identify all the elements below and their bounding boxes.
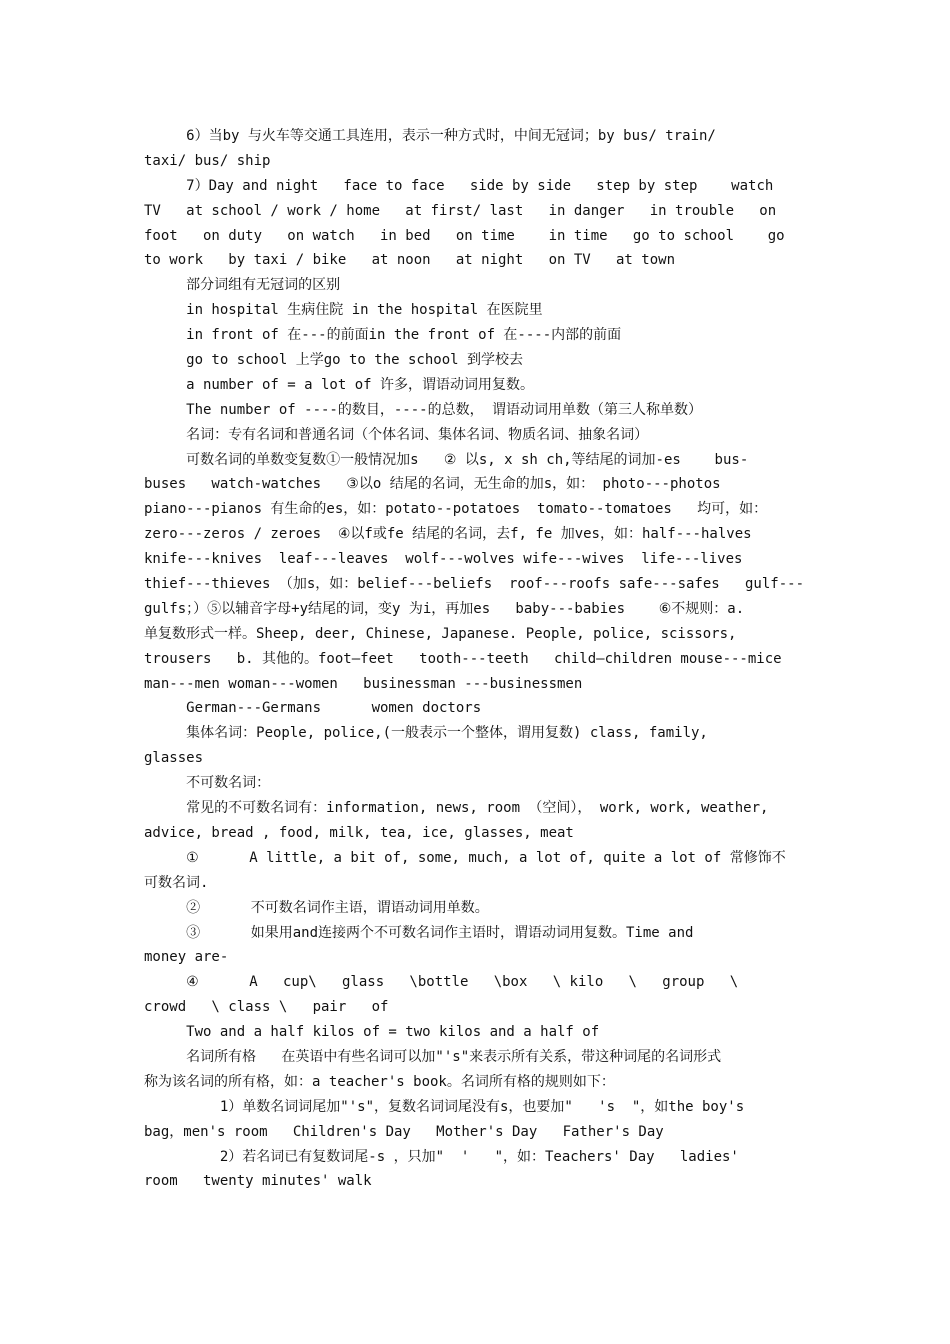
text-line: man---men woman---women businessman ---businessmen: [144, 675, 583, 692]
text-line: money are-: [144, 949, 229, 966]
text-line: 名词所有格 在英语中有些名词可以加"'s"来表示所有关系，带这种词尾的名词形式: [144, 1048, 722, 1065]
text-line: 1）单数名词词尾加"'s"，复数名词词尾没有s，也要加" 's "，如the boy's: [144, 1098, 745, 1115]
text-line: piano---pianos 有生命的es，如：potato--potatoes tomato--tomatoes 均可，如：: [144, 501, 768, 518]
text-line: a number of = a lot of 许多，谓语动词用复数。: [144, 376, 535, 393]
text-line: ③ 如果用and连接两个不可数名词作主语时，谓语动词用复数。Time and: [144, 924, 694, 941]
text-line: 6）当by 与火车等交通工具连用，表示一种方式时，中间无冠词；by bus/ train/: [144, 128, 716, 144]
text-line: 不可数名词：: [144, 775, 271, 792]
text-line: 名词：专有名词和普通名词（个体名词、集体名词、物质名词、抽象名词）: [144, 426, 649, 443]
text-line: 集体名词：People, police,(一般表示一个整体，谓用复数) class, family,: [144, 725, 708, 742]
text-line: knife---knives leaf---leaves wolf---wolves wife---wives life---lives: [144, 551, 743, 568]
text-line: ④ A cup\ glass \bottle \box \ kilo \ group \: [144, 974, 739, 991]
text-line: ① A little, a bit of, some, much, a lot of, quite a lot of 常修饰不: [144, 849, 786, 866]
text-line: gulfs；）⑤以辅音字母+y结尾的词，变y 为i，再加es baby---babies ⑥不规则：a.: [144, 600, 745, 617]
text-line: 2）若名词已有复数词尾-s ，只加" ' "，如：Teachers' Day ladies': [144, 1148, 739, 1165]
text-line: foot on duty on watch in bed on time in time go to school go: [144, 227, 785, 244]
text-line: TV at school / work / home at first/ last in danger in trouble on: [144, 202, 777, 219]
text-line: bag，men's room Children's Day Mother's Day Father's Day: [144, 1123, 664, 1140]
text-line: advice, bread , food, milk, tea, ice, glasses, meat: [144, 824, 574, 841]
text-line: 常见的不可数名词有：information, news, room （空间）， work, work, weather,: [144, 800, 769, 817]
text-line: glasses: [144, 750, 204, 767]
text-line: The number of ----的数目，----的总数， 谓语动词用单数（第三人称单数）: [144, 401, 703, 418]
text-line: trousers b. 其他的。foot—feet tooth---teeth child—children mouse---mice: [144, 650, 782, 667]
text-line: 可数名词的单数变复数①一般情况加s ② 以s, x sh ch,等结尾的词加-es bus-: [144, 451, 749, 468]
text-line: thief---thieves （加s，如：belief---beliefs roof---roofs safe---safes gulf---: [144, 576, 805, 593]
text-line: go to school 上学go to the school 到学校去: [144, 352, 524, 369]
text-line: 称为该名词的所有格，如：a teacher's book。名词所有格的规则如下：: [144, 1073, 615, 1090]
text-line: German---Germans women doctors: [144, 700, 482, 717]
text-line: room twenty minutes' walk: [144, 1173, 372, 1190]
text-line: zero---zeros / zeroes ④以f或fe 结尾的名词，去f, fe 加ves，如：half---halves: [144, 526, 752, 543]
text-line: 部分词组有无冠词的区别: [144, 277, 341, 294]
text-line: in hospital 生病住院 in the hospital 在医院里: [144, 302, 543, 319]
text-line: buses watch-watches ③以o 结尾的名词，无生命的加s，如： photo---photos: [144, 476, 721, 493]
text-line: 可数名词.: [144, 874, 209, 891]
text-line: 7）Day and night face to face side by side step by step watch: [144, 177, 774, 194]
text-line: taxi/ bus/ ship: [144, 152, 271, 169]
text-line: ② 不可数名词作主语，谓语动词用单数。: [144, 899, 489, 916]
text-line: Two and a half kilos of = two kilos and a half of: [144, 1024, 600, 1041]
text-line: crowd \ class \ pair of: [144, 999, 389, 1016]
text-line: 单复数形式一样。Sheep, deer, Chinese, Japanese. People, police, scissors,: [144, 625, 737, 642]
text-line: in front of 在---的前面in the front of 在----内部的前面: [144, 327, 622, 344]
text-line: to work by taxi / bike at noon at night on TV at town: [144, 252, 676, 269]
document-page: [144, 124, 808, 1194]
